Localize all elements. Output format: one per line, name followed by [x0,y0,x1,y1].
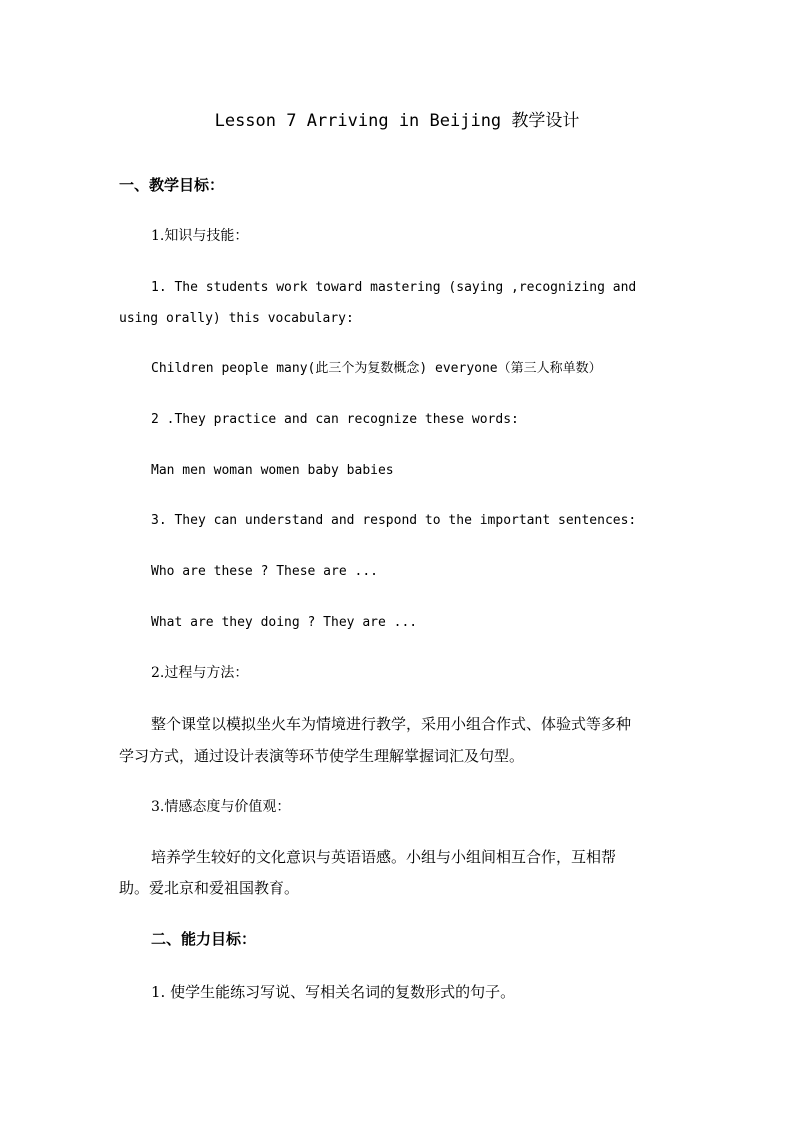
document-title: Lesson 7 Arriving in Beijing 教学设计 [214,111,580,131]
subheading-knowledge-skills: 1.知识与技能： [151,228,249,244]
vocabulary-line: Children people many(此三个为复数概念) everyone（第三人称单数） [151,361,602,376]
words-line: Man men woman women baby babies [151,463,394,478]
section-heading-ability-goals: 二、能力目标： [151,930,257,948]
subheading-attitude-values: 3.情感态度与价值观： [151,799,291,815]
method-paragraph-line-1: 整个课堂以模拟坐火车为情境进行教学，采用小组合作式、体验式等多种 [151,715,632,733]
attitude-paragraph-line-2: 助。爱北京和爱祖国教育。 [119,879,300,897]
objective-item-2: 2 .They practice and can recognize these words: [151,412,519,427]
ability-item-1: 1. 使学生能练习写说、写相关名词的复数形式的句子。 [151,983,516,1001]
section-heading-teaching-goals: 一、教学目标： [119,176,225,194]
objective-item-1-line-1: 1. The students work toward mastering (saying ,recognizing and [151,280,637,295]
sentence-pattern-2: What are they doing ? They are ... [151,615,418,630]
objective-item-1-line-2: using orally) this vocabulary: [119,311,354,326]
attitude-paragraph-line-1: 培养学生较好的文化意识与英语语感。小组与小组间相互合作，互相帮 [151,848,617,866]
subheading-process-method: 2.过程与方法： [151,665,249,681]
objective-item-3: 3. They can understand and respond to the important sentences: [151,513,637,528]
method-paragraph-line-2: 学习方式，通过设计表演等环节使学生理解掌握词汇及句型。 [119,747,525,765]
sentence-pattern-1: Who are these ? These are ... [151,564,378,579]
